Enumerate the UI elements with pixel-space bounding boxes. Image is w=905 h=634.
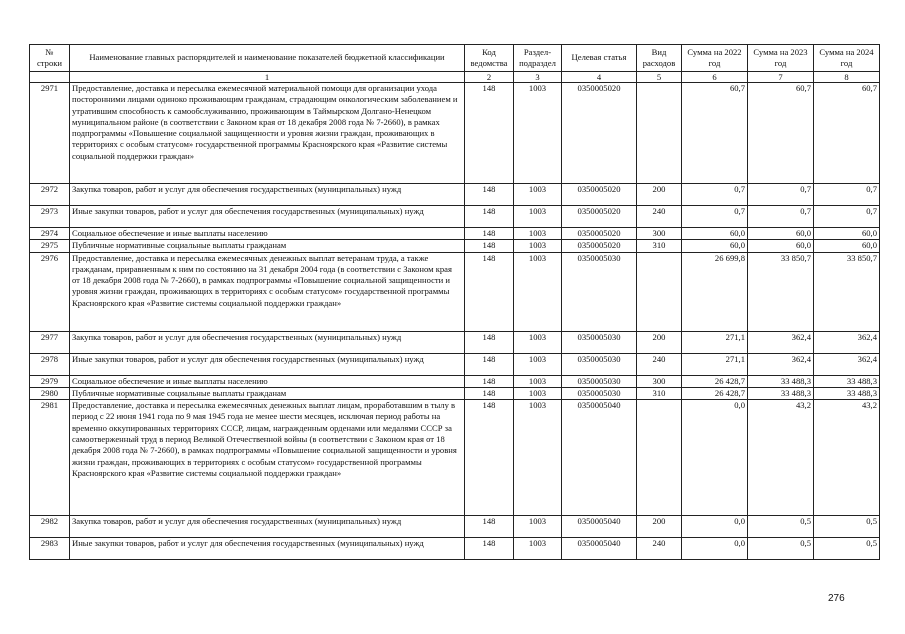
row-sum-2024: 0,7 bbox=[814, 184, 880, 206]
row-sum-2022: 0,7 bbox=[682, 184, 748, 206]
table-row bbox=[30, 538, 880, 560]
row-target: 0350005030 bbox=[562, 252, 637, 331]
row-name: Закупка товаров, работ и услуг для обеспечения государственных (муниципальных) нужд bbox=[70, 331, 465, 353]
page-number: 276 bbox=[828, 593, 845, 604]
row-target: 0350005040 bbox=[562, 400, 637, 516]
row-expense-type bbox=[637, 400, 682, 516]
row-sum-2023: 33 850,7 bbox=[748, 252, 814, 331]
table-row bbox=[30, 252, 880, 331]
row-dept-code: 148 bbox=[465, 184, 514, 206]
row-section: 1003 bbox=[514, 184, 562, 206]
row-sum-2023: 60,7 bbox=[748, 83, 814, 184]
row-number: 2971 bbox=[30, 83, 70, 184]
row-expense-type: 240 bbox=[637, 538, 682, 560]
row-sum-2023: 0,5 bbox=[748, 516, 814, 538]
row-sum-2024: 60,0 bbox=[814, 228, 880, 240]
row-target: 0350005020 bbox=[562, 83, 637, 184]
row-name: Предоставление, доставка и пересылка ежемесячных денежных выплат ветеранам труда, а также гражданам, приравненным к ним по состоянию на 31 декабря 2004 года (в соответствии с Законом края от 18 декабря 2008 года № 7-2660), в рамках подпрограммы «Повышение социальной защищенности и уровня жизни граждан, проживающих в территориях с особым статусом» государственной программы Красноярского края «Развитие системы социальной поддержки граждан» bbox=[70, 252, 465, 331]
row-dept-code: 148 bbox=[465, 387, 514, 399]
col-number: 8 bbox=[814, 72, 880, 83]
row-sum-2022: 271,1 bbox=[682, 331, 748, 353]
table-row bbox=[30, 353, 880, 375]
row-expense-type: 300 bbox=[637, 375, 682, 387]
header-target: Целевая статья bbox=[562, 45, 637, 72]
row-target: 0350005040 bbox=[562, 538, 637, 560]
row-section: 1003 bbox=[514, 206, 562, 228]
row-number: 2977 bbox=[30, 331, 70, 353]
table-row bbox=[30, 375, 880, 387]
budget-table bbox=[29, 44, 880, 560]
table-row bbox=[30, 516, 880, 538]
row-number: 2972 bbox=[30, 184, 70, 206]
row-expense-type: 310 bbox=[637, 387, 682, 399]
row-sum-2022: 0,7 bbox=[682, 206, 748, 228]
row-section: 1003 bbox=[514, 331, 562, 353]
row-sum-2023: 0,5 bbox=[748, 538, 814, 560]
row-name: Иные закупки товаров, работ и услуг для обеспечения государственных (муниципальных) нужд bbox=[70, 206, 465, 228]
table-header-row bbox=[30, 45, 880, 72]
row-sum-2024: 43,2 bbox=[814, 400, 880, 516]
col-number: 5 bbox=[637, 72, 682, 83]
row-sum-2024: 33 850,7 bbox=[814, 252, 880, 331]
table-row bbox=[30, 400, 880, 516]
header-name: Наименование главных распорядителей и наименование показателей бюджетной классификации bbox=[70, 45, 465, 72]
row-number: 2980 bbox=[30, 387, 70, 399]
row-number: 2976 bbox=[30, 252, 70, 331]
row-dept-code: 148 bbox=[465, 228, 514, 240]
col-number: 3 bbox=[514, 72, 562, 83]
row-name: Иные закупки товаров, работ и услуг для обеспечения государственных (муниципальных) нужд bbox=[70, 353, 465, 375]
row-sum-2023: 362,4 bbox=[748, 353, 814, 375]
row-name: Предоставление, доставка и пересылка ежемесячной материальной помощи для организации ухода посторонними лицами одиноко проживающим гражданам, страдающим онкологическим заболеванием и утратившим способность к самообслуживанию, проживающим в Таймырском Долгано-Ненецком муниципальном районе (в соответствии с Законом края от 18 декабря 2008 года № 7-2660), в рамках подпрограммы «Повышение социальной защищенности и уровня жизни граждан, проживающих в территориях с особым статусом» государственной программы Красноярского края «Развитие системы социальной поддержки граждан» bbox=[70, 83, 465, 184]
row-sum-2024: 0,5 bbox=[814, 538, 880, 560]
row-section: 1003 bbox=[514, 83, 562, 184]
row-sum-2022: 60,0 bbox=[682, 228, 748, 240]
row-sum-2024: 0,5 bbox=[814, 516, 880, 538]
row-dept-code: 148 bbox=[465, 240, 514, 252]
row-number: 2973 bbox=[30, 206, 70, 228]
col-number: 7 bbox=[748, 72, 814, 83]
row-sum-2024: 60,7 bbox=[814, 83, 880, 184]
row-target: 0350005040 bbox=[562, 516, 637, 538]
row-expense-type: 240 bbox=[637, 206, 682, 228]
header-sum-2022: Сумма на 2022 год bbox=[682, 45, 748, 72]
header-expense-type: Вид расходов bbox=[637, 45, 682, 72]
row-expense-type: 200 bbox=[637, 184, 682, 206]
row-number: 2974 bbox=[30, 228, 70, 240]
row-section: 1003 bbox=[514, 538, 562, 560]
row-name: Публичные нормативные социальные выплаты гражданам bbox=[70, 387, 465, 399]
header-sum-2024: Сумма на 2024 год bbox=[814, 45, 880, 72]
row-expense-type: 240 bbox=[637, 353, 682, 375]
row-name: Публичные нормативные социальные выплаты гражданам bbox=[70, 240, 465, 252]
col-number: 6 bbox=[682, 72, 748, 83]
row-dept-code: 148 bbox=[465, 375, 514, 387]
row-sum-2022: 60,0 bbox=[682, 240, 748, 252]
row-expense-type bbox=[637, 252, 682, 331]
row-expense-type: 200 bbox=[637, 516, 682, 538]
row-sum-2023: 60,0 bbox=[748, 228, 814, 240]
row-dept-code: 148 bbox=[465, 252, 514, 331]
row-section: 1003 bbox=[514, 400, 562, 516]
row-sum-2022: 0,0 bbox=[682, 400, 748, 516]
table-row bbox=[30, 240, 880, 252]
row-expense-type bbox=[637, 83, 682, 184]
col-number: 4 bbox=[562, 72, 637, 83]
row-name: Социальное обеспечение и иные выплаты населению bbox=[70, 375, 465, 387]
column-number-row bbox=[30, 72, 880, 83]
row-dept-code: 148 bbox=[465, 400, 514, 516]
row-target: 0350005020 bbox=[562, 206, 637, 228]
table-row bbox=[30, 387, 880, 399]
table-row bbox=[30, 228, 880, 240]
row-section: 1003 bbox=[514, 353, 562, 375]
row-sum-2024: 60,0 bbox=[814, 240, 880, 252]
row-section: 1003 bbox=[514, 387, 562, 399]
row-number: 2983 bbox=[30, 538, 70, 560]
row-target: 0350005020 bbox=[562, 228, 637, 240]
row-sum-2023: 362,4 bbox=[748, 331, 814, 353]
row-dept-code: 148 bbox=[465, 331, 514, 353]
row-number: 2975 bbox=[30, 240, 70, 252]
row-sum-2024: 362,4 bbox=[814, 353, 880, 375]
row-dept-code: 148 bbox=[465, 353, 514, 375]
row-sum-2022: 26 428,7 bbox=[682, 387, 748, 399]
row-sum-2023: 43,2 bbox=[748, 400, 814, 516]
row-name: Социальное обеспечение и иные выплаты населению bbox=[70, 228, 465, 240]
header-sum-2023: Сумма на 2023 год bbox=[748, 45, 814, 72]
row-target: 0350005030 bbox=[562, 331, 637, 353]
row-sum-2023: 33 488,3 bbox=[748, 375, 814, 387]
row-name: Закупка товаров, работ и услуг для обеспечения государственных (муниципальных) нужд bbox=[70, 184, 465, 206]
col-number: 1 bbox=[70, 72, 465, 83]
row-number: 2982 bbox=[30, 516, 70, 538]
row-sum-2022: 60,7 bbox=[682, 83, 748, 184]
table-row bbox=[30, 331, 880, 353]
row-section: 1003 bbox=[514, 516, 562, 538]
row-target: 0350005020 bbox=[562, 240, 637, 252]
table-row bbox=[30, 83, 880, 184]
row-dept-code: 148 bbox=[465, 516, 514, 538]
header-section: Раздел-подраздел bbox=[514, 45, 562, 72]
row-sum-2023: 0,7 bbox=[748, 206, 814, 228]
row-dept-code: 148 bbox=[465, 206, 514, 228]
row-section: 1003 bbox=[514, 375, 562, 387]
row-target: 0350005020 bbox=[562, 184, 637, 206]
row-number: 2978 bbox=[30, 353, 70, 375]
row-sum-2023: 60,0 bbox=[748, 240, 814, 252]
row-sum-2022: 0,0 bbox=[682, 538, 748, 560]
row-expense-type: 200 bbox=[637, 331, 682, 353]
table-row bbox=[30, 184, 880, 206]
row-dept-code: 148 bbox=[465, 83, 514, 184]
row-name: Предоставление, доставка и пересылка ежемесячных денежных выплат лицам, проработавшим в тылу в период с 22 июня 1941 года по 9 мая 1945 года не менее шести месяцев, исключая период работы на временно оккупированных территориях СССР, лицам, награжденным орденами или медалями СССР за самоотверженный труд в период Великой Отечественной войны (в соответствии с Законом края от 18 декабря 2008 года № 7-2660), в рамках подпрограммы «Повышение социальной защищенности и уровня жизни граждан, проживающих в территориях с особым статусом» государственной программы Красноярского края «Развитие системы социальной поддержки граждан» bbox=[70, 400, 465, 516]
row-target: 0350005030 bbox=[562, 375, 637, 387]
row-section: 1003 bbox=[514, 252, 562, 331]
row-target: 0350005030 bbox=[562, 387, 637, 399]
row-expense-type: 310 bbox=[637, 240, 682, 252]
row-target: 0350005030 bbox=[562, 353, 637, 375]
row-sum-2022: 271,1 bbox=[682, 353, 748, 375]
row-sum-2022: 26 428,7 bbox=[682, 375, 748, 387]
row-sum-2022: 26 699,8 bbox=[682, 252, 748, 331]
row-sum-2023: 0,7 bbox=[748, 184, 814, 206]
row-number: 2979 bbox=[30, 375, 70, 387]
col-number-blank bbox=[30, 72, 70, 83]
row-name: Закупка товаров, работ и услуг для обеспечения государственных (муниципальных) нужд bbox=[70, 516, 465, 538]
row-sum-2023: 33 488,3 bbox=[748, 387, 814, 399]
row-expense-type: 300 bbox=[637, 228, 682, 240]
row-sum-2024: 0,7 bbox=[814, 206, 880, 228]
header-row-no: № строки bbox=[30, 45, 70, 72]
table-row bbox=[30, 206, 880, 228]
row-section: 1003 bbox=[514, 228, 562, 240]
row-sum-2024: 33 488,3 bbox=[814, 375, 880, 387]
row-dept-code: 148 bbox=[465, 538, 514, 560]
row-section: 1003 bbox=[514, 240, 562, 252]
row-sum-2024: 362,4 bbox=[814, 331, 880, 353]
row-sum-2022: 0,0 bbox=[682, 516, 748, 538]
row-name: Иные закупки товаров, работ и услуг для обеспечения государственных (муниципальных) нужд bbox=[70, 538, 465, 560]
row-sum-2024: 33 488,3 bbox=[814, 387, 880, 399]
header-dept-code: Код ведомства bbox=[465, 45, 514, 72]
row-number: 2981 bbox=[30, 400, 70, 516]
col-number: 2 bbox=[465, 72, 514, 83]
